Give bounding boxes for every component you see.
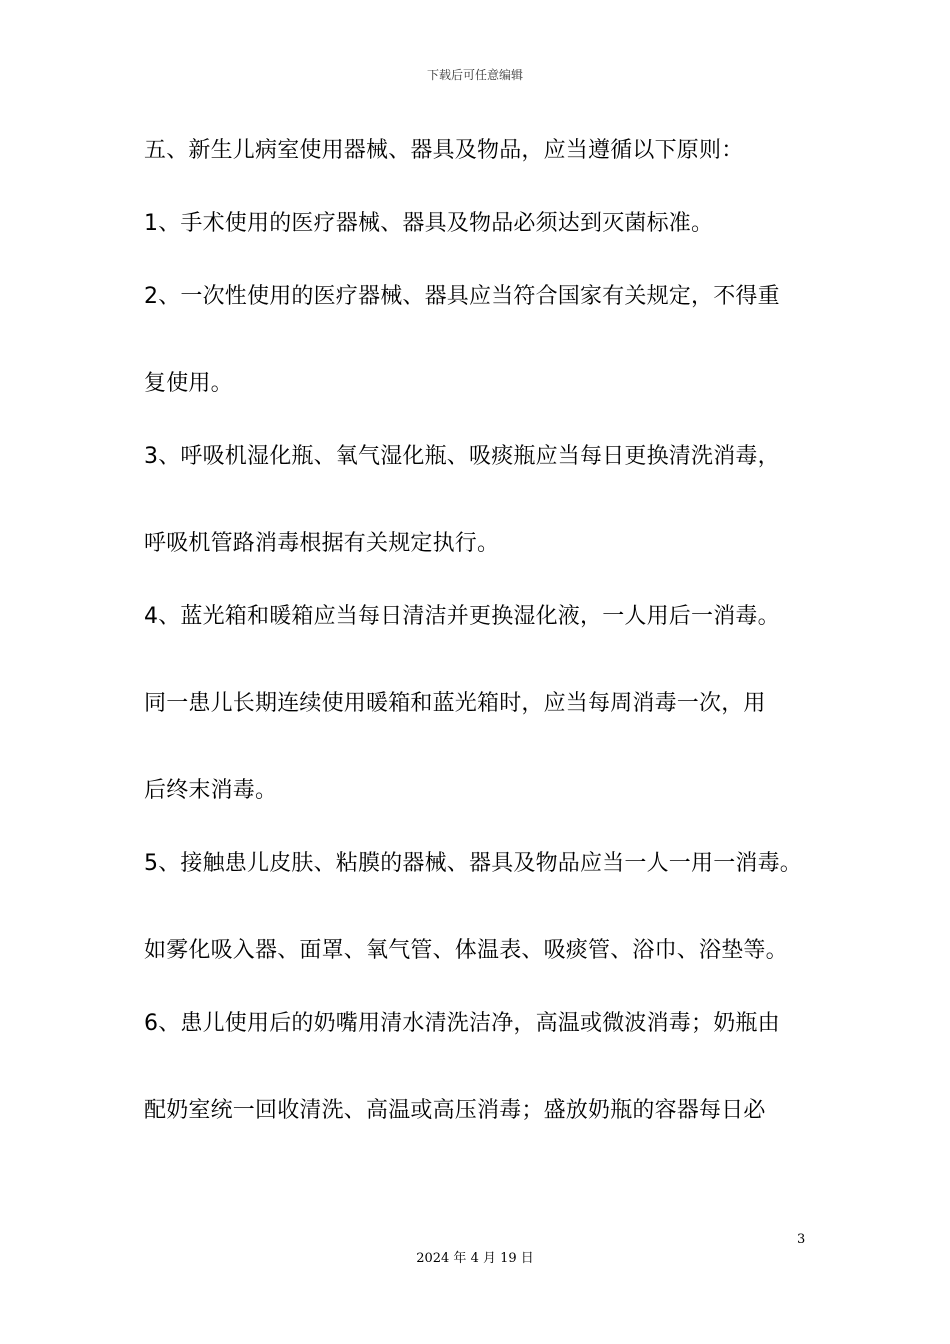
body-line: 配奶室统一回收清洗、高温或高压消毒；盛放奶瓶的容器每日必 [144,1098,766,1123]
body-line: 呼吸机管路消毒根据有关规定执行。 [144,531,500,556]
footer-date: 2024 年 4 月 19 日 [416,1251,534,1266]
body-line: 5、接触患儿皮肤、粘膜的器械、器具及物品应当一人一用一消毒。 [144,851,802,876]
body-line: 五、新生儿病室使用器械、器具及物品，应当遵循以下原则： [144,138,744,163]
body-line: 4、蓝光箱和暖箱应当每日清洁并更换湿化液，一人用后一消毒。 [144,604,780,629]
body-line: 如雾化吸入器、面罩、氧气管、体温表、吸痰管、浴巾、浴垫等。 [144,938,788,963]
body-line: 6、患儿使用后的奶嘴用清水清洗洁净，高温或微波消毒；奶瓶由 [144,1011,780,1036]
body-line: 3、呼吸机湿化瓶、氧气湿化瓶、吸痰瓶应当每日更换清洗消毒， [144,444,780,469]
page-header: 下载后可任意编辑 [426,68,523,82]
body-line: 同一患儿长期连续使用暖箱和蓝光箱时，应当每周消毒一次，用 [144,691,766,716]
body-line: 复使用。 [144,371,233,396]
body-line: 后终末消毒。 [144,778,278,803]
body-line: 2、一次性使用的医疗器械、器具应当符合国家有关规定，不得重 [144,284,780,309]
page-number: 3 [797,1232,806,1247]
body-line: 1、手术使用的医疗器械、器具及物品必须达到灭菌标准。 [144,211,714,236]
